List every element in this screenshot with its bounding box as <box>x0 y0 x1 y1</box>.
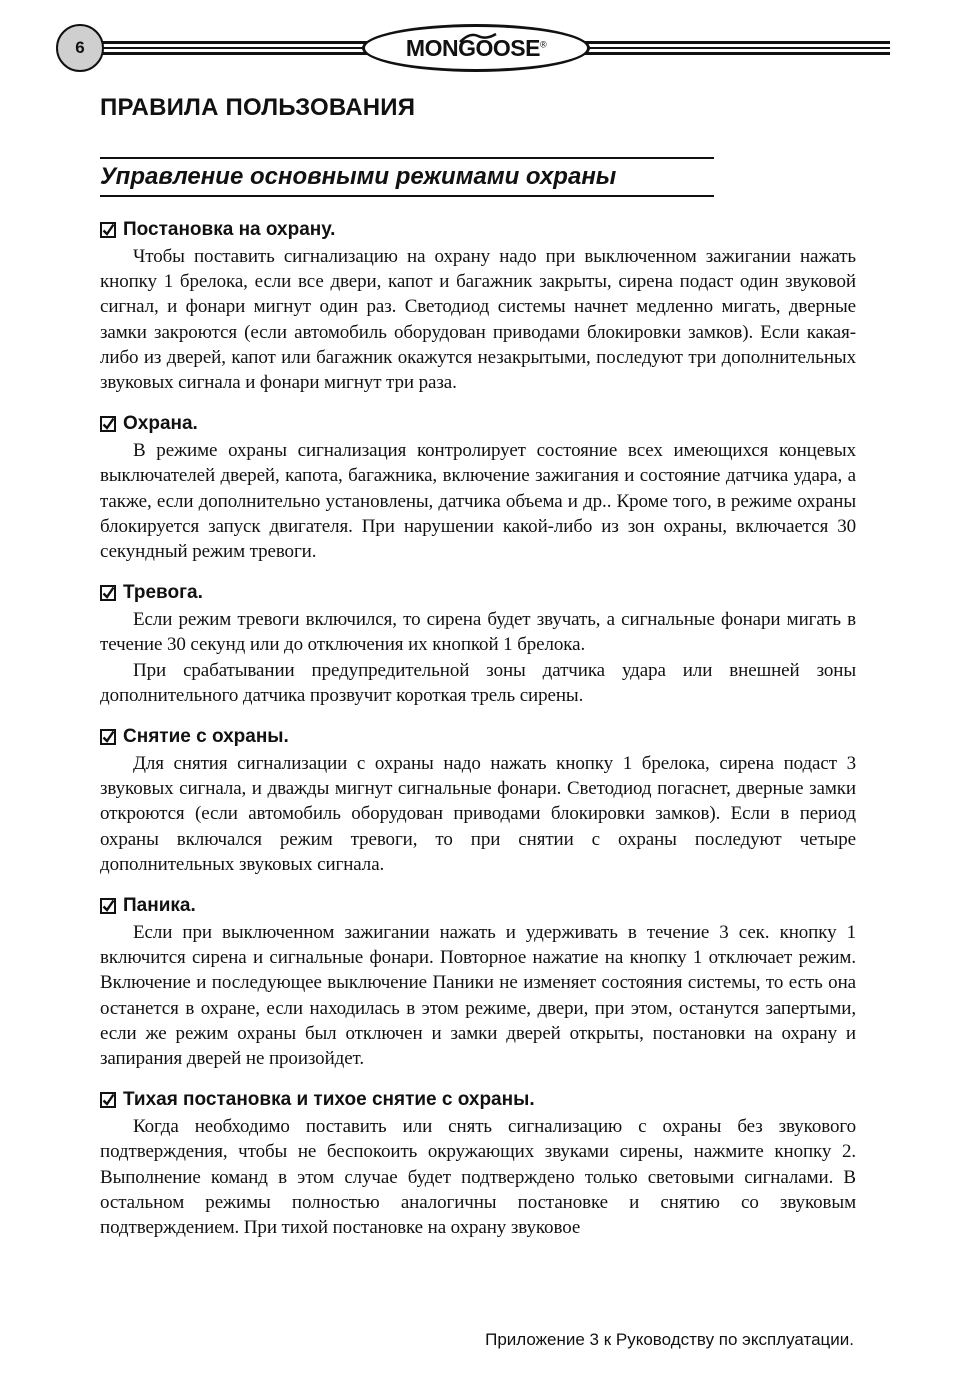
page-footer: Приложение 3 к Руководству по эксплуатации. <box>485 1330 854 1349</box>
section-heading-text: Постановка на охрану. <box>123 219 336 240</box>
section-heading <box>100 581 856 605</box>
section-heading-text: Тихая постановка и тихое снятие с охраны. <box>123 1089 535 1111</box>
body-paragraph: Для снятия сигнализации с охраны надо нажать кнопку 1 брелока, сирена подаст 3 звуковых сигнала, и дважды мигнут сигнальные фонари. Светодиод погаснет, дверные замки откроются (если автомобиль оборудован приводами блокировки замков). Если в период охраны включался режим тревоги, то при снятии с охраны последуют четыре дополнительных звуковых сигнала. <box>100 753 856 875</box>
instruction-section <box>100 581 856 708</box>
checkbox-checked-icon <box>100 898 116 914</box>
instruction-section <box>100 894 856 1071</box>
section-heading-text: Снятие с охраны. <box>123 726 289 748</box>
section-heading-text: Тревога. <box>123 582 203 604</box>
checkbox-checked-icon <box>100 416 116 432</box>
body-paragraph: В режиме охраны сигнализация контролирует состояние всех имеющихся концевых выключателей дверей, капота, багажника, включение зажигания и состояние датчика удара, а также, если дополнительно установлены, датчика объема и др.. Кроме того, в режиме охраны блокируется запуск двигателя. При нарушении какой-либо из зон охраны, включается 30 секундный режим тревоги. <box>100 440 856 563</box>
section-title: Управление основными режимами охраны <box>100 157 714 197</box>
page-number: 6 <box>56 24 104 72</box>
section-heading-text: Охрана. <box>123 413 198 435</box>
checkbox-checked-icon <box>100 585 116 601</box>
body-paragraph: Чтобы поставить сигнализацию на охрану надо при выключенном зажигании нажать кнопку 1 брелока, если все двери, капот и багажник закрыты, сирена подаст один звуковой сигнал, и фонари мигнут один раз. Светодиод системы начнет медленно мигать, дверные замки закроются (если автомобиль оборудован приводами блокировки замков). Если какая-либо из дверей, капот или багажник окажутся незакрытыми, последуют три дополнительных звуковых сигнала и фонари мигнут три раза. <box>100 246 856 394</box>
brand-logo <box>362 24 590 72</box>
checkbox-checked-icon <box>100 222 116 238</box>
section-heading <box>100 412 856 436</box>
section-heading-text: Паника. <box>123 895 196 917</box>
section-heading <box>100 725 856 749</box>
body-paragraph: Если режим тревоги включился, то сирена будет звучать, а сигнальные фонари мигать в течение 30 секунд или до отключения их кнопкой 1 брелока. <box>100 609 856 656</box>
page-title: ПРАВИЛА ПОЛЬЗОВАНИЯ <box>100 94 416 121</box>
checkbox-checked-icon <box>100 1092 116 1108</box>
instruction-section <box>100 218 856 395</box>
body-paragraph: При срабатывании предупредительной зоны датчика удара или внешней зоны дополнительного датчика прозвучит короткая трель сирены. <box>100 659 856 706</box>
document-body <box>100 218 856 1257</box>
instruction-section <box>100 1088 856 1240</box>
checkbox-checked-icon <box>100 729 116 745</box>
body-paragraph: Если при выключенном зажигании нажать и удерживать в течение 3 сек. кнопку 1 включится сирена и сигнальные фонари. Повторное нажатие на кнопку 1 отключает режим. Включение и последующее выключение Паники не изменяет состояния системы, то есть она останется в охране, если находилась в этом режиме, двери, при этом, останутся запертыми, если же режим охраны был отключен и замки дверей открыты, постановки на охрану и запирания дверей не произойдет. <box>100 922 856 1070</box>
section-heading <box>100 218 856 242</box>
section-heading <box>100 1088 856 1112</box>
section-heading <box>100 894 856 918</box>
instruction-section <box>100 412 856 564</box>
instruction-section <box>100 725 856 877</box>
body-paragraph: Когда необходимо поставить или снять сигнализацию с охраны без звукового подтверждения, чтобы не беспокоить окружающих звуками сирены, нажмите кнопку 2. Выполнение команд в этом случае будет подтверждено только световыми сигналами. В остальном режимы полностью аналогичны постановке и снятию со звуковым подтверждением. При тихой постановке на охрану звуковое <box>100 1116 856 1239</box>
logo-text: MONGOOSE® <box>405 35 547 61</box>
